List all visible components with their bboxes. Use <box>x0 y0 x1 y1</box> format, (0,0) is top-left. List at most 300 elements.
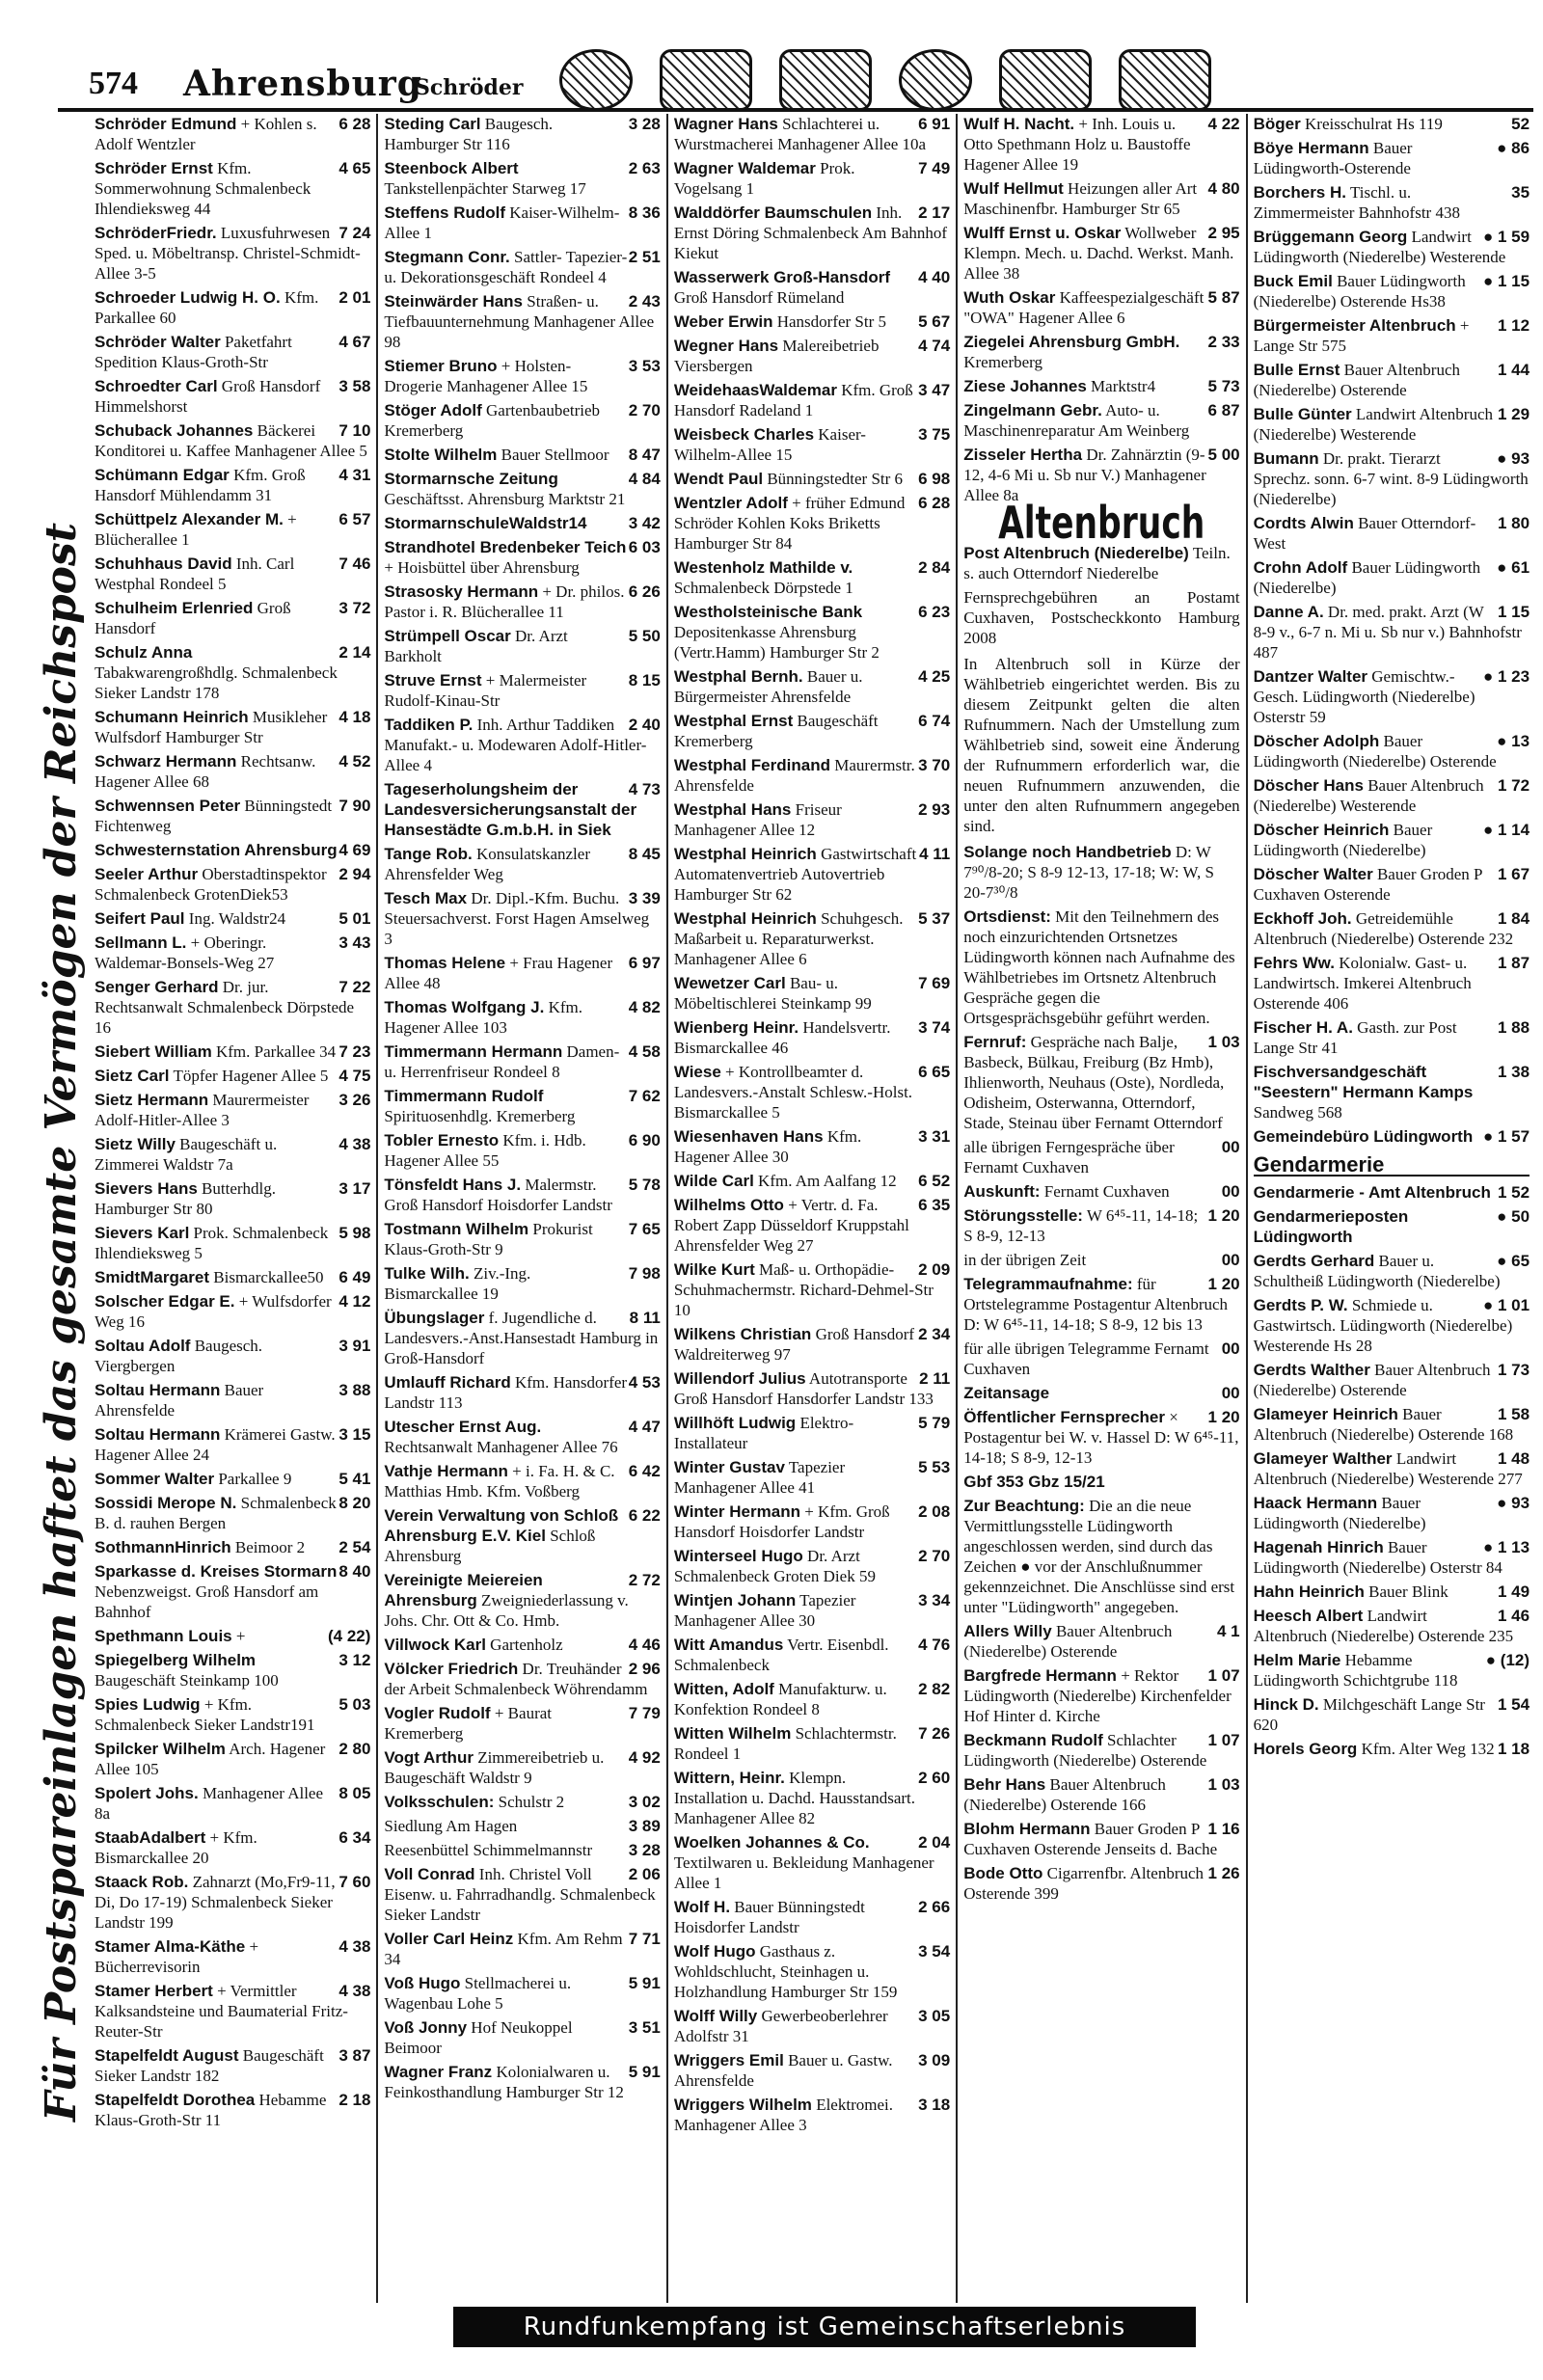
entry-details: Geschäftsst. Ahrensburg Marktstr 21 <box>384 490 626 508</box>
directory-entry <box>963 1250 1239 1270</box>
phone-number: 5 67 <box>918 312 951 331</box>
directory-entry <box>95 840 370 860</box>
entry-name: Witt Amandus <box>673 1636 784 1654</box>
entry-details: Gewerbeoberlehrer Adolfstr 31 <box>673 2007 888 2045</box>
entry-name: Wulf Hellmut <box>963 179 1064 198</box>
entry-details: W 6⁴⁵-11, 14-18; S 8-9, 12-13 <box>963 1206 1199 1245</box>
entry-details: Straßen- u. Tiefbauunternehmung Manhagener Allee 98 <box>384 292 655 351</box>
entry-name: Tobler Ernesto <box>384 1131 500 1149</box>
directory-entry <box>95 287 370 328</box>
directory-entry <box>963 400 1239 441</box>
phone-number: 3 89 <box>628 1817 661 1835</box>
entry-name: Wagner Franz <box>384 2063 493 2081</box>
entry-details: Groß Hansdorf <box>95 599 291 637</box>
entry-name: Vathje Hermann <box>384 1462 508 1480</box>
entry-name: Schröder Edmund <box>95 115 237 133</box>
directory-entry <box>674 1259 950 1320</box>
phone-number: 4 73 <box>628 780 661 798</box>
entry-details: für Ortstelegramme Postagentur Altenbruch D: W 6⁴⁵-11, 14-18; S 8-9, 12 bis 13 <box>963 1275 1229 1334</box>
directory-entry <box>95 158 370 219</box>
entry-name: Wilde Carl <box>673 1172 754 1190</box>
directory-entry <box>674 2050 950 2091</box>
phone-number: 7 71 <box>628 1930 661 1948</box>
phone-number: ● 65 <box>1497 1252 1530 1270</box>
directory-entry <box>674 114 950 154</box>
phone-number: 3 47 <box>918 381 951 399</box>
entry-name: Cordts Alwin <box>1253 514 1354 532</box>
entry-details: Malermstr. Groß Hansdorf Hoisdorfer Landstr <box>384 1176 612 1214</box>
entry-name: Villwock Karl <box>384 1636 486 1654</box>
directory-entry <box>674 602 950 663</box>
entry-name: Tönsfeldt Hans J. <box>384 1176 522 1194</box>
phone-number: 3 72 <box>338 599 371 617</box>
entry-name: Bürgermeister Altenbruch <box>1253 316 1456 335</box>
phone-number: 35 <box>1511 183 1530 202</box>
phone-number: 6 52 <box>918 1172 951 1190</box>
phone-number: 1 03 <box>1207 1033 1240 1051</box>
phone-number: 4 22 <box>1207 115 1240 133</box>
phone-number: 6 87 <box>1207 401 1240 419</box>
entry-details: Autotransporte Groß Hansdorf Hansdorfer Landstr 133 <box>673 1369 934 1408</box>
directory-entry <box>384 997 660 1038</box>
entry-name: Schwarz Hermann <box>95 752 237 771</box>
entry-name: Sossidi Merope N. <box>95 1494 237 1512</box>
phone-number: ● 1 57 <box>1482 1127 1530 1146</box>
section-heading: Altenbruch <box>998 497 1205 549</box>
entry-details: Mit den Teilnehmern des noch einzurichtenden Ortsnetzes Lüdingworth können nach Aufnahme des Wählbetriebes im Ortsnetz Altenbruch Gespräche gegen die Ortsgesprächsgebühr geführt werden. <box>963 907 1235 1027</box>
directory-entry <box>674 1679 950 1719</box>
directory-entry <box>674 1723 950 1764</box>
phone-number: 6 90 <box>628 1131 661 1149</box>
phone-number: 6 49 <box>338 1268 371 1286</box>
entry-name: Gerdts Walther <box>1253 1361 1370 1379</box>
entry-name: Völcker Friedrich <box>384 1660 519 1678</box>
entry-details: Textilwaren u. Bekleidung Manhagener Allee 1 <box>673 1853 934 1892</box>
directory-entry <box>674 1590 950 1631</box>
entry-details: Bau- u. Möbeltischlerei Steinkamp 99 <box>673 974 872 1013</box>
entry-name: Schuback Johannes <box>95 421 254 440</box>
phone-number: 1 46 <box>1497 1607 1530 1625</box>
phone-number: 2 70 <box>628 401 661 419</box>
entry-details: × Postagentur bei W. v. Hassel D: W 6⁴⁵-11, 14-18; S 8-9, 12-13 <box>963 1408 1239 1467</box>
phone-number: 3 74 <box>918 1018 951 1037</box>
directory-entry <box>95 509 370 550</box>
entry-details: + Hoisbüttel über Ahrensburg <box>384 558 580 577</box>
phone-number: 2 40 <box>628 716 661 734</box>
entry-name: Böger <box>1253 115 1301 133</box>
phone-number: 5 03 <box>338 1695 371 1714</box>
entry-details: Schulstr 2 <box>498 1793 565 1811</box>
phone-number: 2 01 <box>338 288 371 307</box>
directory-entry <box>1254 271 1529 311</box>
entry-name: Gendarmerie - Amt Altenbruch <box>1253 1183 1491 1202</box>
entry-details: Kolonialwaren u. Feinkosthandlung Hamburger Str 12 <box>384 2063 624 2101</box>
entry-details: Bünningstedt Fichtenweg <box>95 797 333 835</box>
directory-entry <box>95 1424 370 1465</box>
entry-name: Stamer Herbert <box>95 1982 213 2000</box>
entry-details: Kfm. Parkallee 34 <box>215 1042 337 1061</box>
phone-number: 4 75 <box>338 1067 371 1085</box>
directory-entry <box>95 1827 370 1868</box>
entry-details: Inh. Arthur Taddiken Manufakt.- u. Modewaren Adolf-Hitler-Allee 4 <box>384 716 647 774</box>
entry-details: Schmalenbeck Dörpstede 1 <box>673 579 853 597</box>
directory-entry <box>95 1783 370 1824</box>
phone-number: 00 <box>1221 1138 1240 1156</box>
entry-details: Maß- u. Orthopädie-Schuhmachermstr. Richard-Dehmel-Str 10 <box>673 1260 934 1319</box>
entry-details: + Lange Str 575 <box>1253 316 1470 355</box>
entry-details: Kaiser-Wilhelm-Allee 15 <box>673 425 866 464</box>
phone-number: 2 14 <box>338 643 371 662</box>
phone-number: 1 58 <box>1497 1405 1530 1423</box>
directory-entry <box>95 977 370 1038</box>
entry-name: Steding Carl <box>384 115 481 133</box>
directory-entry <box>384 1263 660 1304</box>
phone-number: 3 34 <box>918 1591 951 1609</box>
entry-name: Auskunft: <box>963 1182 1041 1201</box>
phone-number: 8 45 <box>628 845 661 863</box>
directory-entry <box>384 513 660 533</box>
entry-name: Westphal Ferdinand <box>673 756 830 774</box>
directory-entry <box>384 1219 660 1259</box>
entry-name: Ziese Johannes <box>963 377 1087 395</box>
directory-entry <box>963 1383 1239 1403</box>
phone-number: 5 91 <box>628 1974 661 1992</box>
phone-number: 3 53 <box>628 357 661 375</box>
entry-name: Stapelfeldt August <box>95 2046 239 2065</box>
phone-number: 1 20 <box>1207 1408 1240 1426</box>
directory-entry <box>674 336 950 376</box>
directory-entry <box>963 223 1239 284</box>
phone-number: 52 <box>1511 115 1530 133</box>
phone-number: 7 22 <box>338 978 371 996</box>
entry-details: Kfm. i. Hdb. Hagener Allee 55 <box>384 1131 586 1170</box>
phone-number: 4 40 <box>918 268 951 286</box>
entry-name: Westphal Bernh. <box>673 667 803 686</box>
phone-number: 5 01 <box>338 909 371 928</box>
entry-name: Post Altenbruch (Niederelbe) <box>963 544 1189 562</box>
entry-details: Spirituosenhdlg. Kremerberg <box>384 1107 576 1125</box>
directory-entry <box>674 1635 950 1675</box>
directory-entry <box>384 779 660 840</box>
entry-details: Bauer Lüdingworth (Niederelbe) Osterende Hs38 <box>1253 272 1466 311</box>
directory-entry <box>384 1792 660 1812</box>
entry-name: Umlauff Richard <box>384 1373 511 1392</box>
entry-details: Gasth. zur Post Lange Str 41 <box>1253 1018 1457 1057</box>
entry-name: Hahn Heinrich <box>1253 1582 1365 1601</box>
directory-entry <box>384 2062 660 2102</box>
directory-entry <box>674 1195 950 1256</box>
phone-number: 5 53 <box>918 1458 951 1476</box>
savings-book-icon <box>999 49 1092 111</box>
entry-name: StormarnschuleWaldstr14 <box>384 514 587 532</box>
entry-name: SmidtMargaret <box>95 1268 210 1286</box>
phone-number: 3 42 <box>628 514 661 532</box>
phone-number: 2 82 <box>918 1680 951 1698</box>
directory-entry <box>674 799 950 840</box>
directory-entry <box>95 1981 370 2042</box>
entry-name: Timmermann Hermann <box>384 1042 563 1061</box>
phone-number: 6 91 <box>918 115 951 133</box>
directory-entry <box>384 400 660 441</box>
entry-details: Ziv.-Ing. Bismarckallee 19 <box>384 1264 531 1303</box>
entry-name: Winter Gustav <box>673 1458 785 1476</box>
phone-number: 3 54 <box>918 1942 951 1961</box>
entry-name: Steffens Rudolf <box>384 203 506 222</box>
footer-banner: Rundfunkempfang ist Gemeinschaftserlebnis <box>453 2307 1196 2347</box>
directory-entry <box>384 715 660 775</box>
entry-details: + Wulfsdorfer Weg 16 <box>95 1292 332 1331</box>
entry-details: Bauer Lüdingworth (Niederelbe) <box>1253 558 1481 597</box>
entry-name: Schuhhaus David <box>95 554 232 573</box>
directory-entry <box>674 2006 950 2046</box>
entry-name: Telegrammaufnahme: <box>963 1275 1133 1293</box>
entry-name: Öffentlicher Fernsprecher <box>963 1408 1165 1426</box>
directory-entry <box>384 1308 660 1368</box>
directory-entry <box>95 554 370 594</box>
phone-number: 5 87 <box>1207 288 1240 307</box>
entry-details: + Kfm. Bismarckallee 20 <box>95 1828 257 1867</box>
directory-entry <box>95 642 370 703</box>
entry-details: Kfm. Groß Hansdorf Mühlendamm 31 <box>95 466 306 504</box>
directory-entry <box>384 670 660 711</box>
entry-details: für alle übrigen Telegramme Fernamt Cuxhaven <box>963 1339 1209 1378</box>
phone-number: 6 74 <box>918 712 951 730</box>
entry-name: Blohm Hermann <box>963 1820 1091 1838</box>
entry-name: Struve Ernst <box>384 671 482 690</box>
directory-entry <box>95 1626 370 1646</box>
entry-name: Wienberg Heinr. <box>673 1018 799 1037</box>
phone-number: 2 72 <box>628 1571 661 1589</box>
entry-name: Voß Hugo <box>384 1974 461 1992</box>
entry-details: Landwirt Altenbruch (Niederelbe) Westerende 277 <box>1253 1449 1523 1488</box>
directory-entry <box>384 445 660 465</box>
entry-details: Musikleher Wulfsdorf Hamburger Str <box>95 708 328 746</box>
entry-name: Allers Willy <box>963 1622 1052 1640</box>
phone-number: 2 80 <box>338 1740 371 1758</box>
phone-number: ● (12) <box>1485 1651 1530 1669</box>
entry-details: Bismarckallee50 <box>213 1268 324 1286</box>
entry-details: Dr. Zahnärztin (9-12, 4-6 Mi u. Sb nur V.) Manhagener Allee 8a <box>963 446 1206 504</box>
phone-number: 4 65 <box>338 159 371 177</box>
entry-details: + Malermeister Rudolf-Kinau-Str <box>384 671 587 710</box>
phone-number: 6 97 <box>628 954 661 972</box>
phone-number: 2 66 <box>918 1898 951 1916</box>
entry-name: Bode Otto <box>963 1864 1043 1882</box>
phone-number: 1 80 <box>1497 514 1530 532</box>
entry-name: Stöger Adolf <box>384 401 482 419</box>
entry-details: Hebamme Lüdingworth Schichtgrube 118 <box>1253 1651 1458 1690</box>
entry-details: Bauer Bünningstedt Hoisdorfer Landstr <box>673 1898 865 1936</box>
phone-number: 7 26 <box>918 1724 951 1743</box>
entry-name: Hagenah Hinrich <box>1253 1538 1384 1556</box>
entry-details: Groß Hansdorf Waldreiterweg 97 <box>673 1325 915 1364</box>
entry-details: + <box>235 1627 246 1645</box>
entry-name: Fernruf: <box>963 1033 1027 1051</box>
entry-name: Stamer Alma-Käthe <box>95 1937 246 1956</box>
directory-columns <box>89 114 1535 2303</box>
entry-details: Siedlung Am Hagen <box>384 1817 518 1835</box>
entry-details: Hof Neukoppel Beimoor <box>384 2018 573 2057</box>
entry-details: Paketfahrt Spedition Klaus-Groth-Str <box>95 333 292 371</box>
directory-entry <box>674 1832 950 1893</box>
directory-entry <box>674 1017 950 1058</box>
entry-name: Sparkasse d. Kreises Stormarn <box>95 1562 338 1581</box>
phone-number: 3 28 <box>628 1841 661 1859</box>
directory-entry <box>95 223 370 284</box>
phone-number: 4 92 <box>628 1748 661 1767</box>
entry-name: Wagner Hans <box>673 115 778 133</box>
entry-details: Dr. jur. Rechtsanwalt Schmalenbeck Dörpstede 16 <box>95 978 355 1037</box>
entry-name: Sievers Hans <box>95 1179 198 1198</box>
directory-entry <box>384 291 660 352</box>
phone-number: 4 82 <box>628 998 661 1016</box>
entry-details: Kolonialw. Gast- u. Landwirtsch. Imkerei Altenbruch Osterende 406 <box>1253 954 1472 1013</box>
directory-entry <box>674 1324 950 1365</box>
entry-name: Staack Rob. <box>95 1873 189 1891</box>
directory-entry <box>95 1493 370 1533</box>
entry-name: Wewetzer Carl <box>673 974 786 992</box>
entry-details: Depositenkasse Ahrensburg (Vertr.Hamm) Hamburger Str 2 <box>673 623 880 662</box>
phone-number: ● 1 13 <box>1482 1538 1530 1556</box>
entry-name: Bulle Günter <box>1253 405 1352 423</box>
directory-column-1 <box>89 114 376 2303</box>
directory-entry <box>674 469 950 489</box>
info-paragraph: Fernsprechgebühren an Postamt Cuxhaven, Postscheckkonto Hamburg 2008 <box>963 588 1240 647</box>
directory-entry <box>963 332 1239 372</box>
directory-entry <box>95 1223 370 1263</box>
phone-number: 7 23 <box>338 1042 371 1061</box>
entry-name: Winterseel Hugo <box>673 1547 803 1565</box>
entry-details: Bauer Altenbruch (Niederelbe) Osterende <box>1253 361 1461 399</box>
entry-name: Tesch Max <box>384 889 468 907</box>
phone-number: 6 42 <box>628 1462 661 1480</box>
entry-details: Dr. med. prakt. Arzt (W 8-9 v., 6-7 n. Mi u. Sb nur v.) Bahnhofstr 487 <box>1253 603 1522 662</box>
entry-details: + Blücherallee 1 <box>95 510 297 549</box>
directory-entry <box>963 1665 1239 1726</box>
entry-details: Vertr. Eisenbdl. Schmalenbeck <box>673 1636 889 1674</box>
directory-entry <box>95 751 370 792</box>
phone-number: 1 67 <box>1497 865 1530 883</box>
entry-name: Vogler Rudolf <box>384 1704 491 1722</box>
logo-icon <box>559 49 633 111</box>
entry-details: Ing. Waldstr24 <box>188 909 286 928</box>
directory-entry <box>1254 864 1529 905</box>
directory-entry <box>384 581 660 622</box>
directory-entry <box>963 1181 1239 1202</box>
entry-name: Tostmann Wilhelm <box>384 1220 529 1238</box>
entry-name: Steenbock Albert <box>384 159 519 177</box>
directory-entry <box>95 1178 370 1219</box>
wallet-icon <box>779 49 872 111</box>
directory-entry <box>963 1496 1239 1617</box>
directory-entry <box>674 1768 950 1828</box>
entry-details: + früher Edmund Schröder Kohlen Koks Briketts Hamburger Str 84 <box>673 494 906 553</box>
phone-number: 4 1 <box>1216 1622 1240 1640</box>
entry-name: Gemeindebüro Lüdingworth <box>1253 1127 1474 1146</box>
entry-details: Kfm. Parkallee 60 <box>95 288 319 327</box>
phone-number: ● 1 23 <box>1482 667 1530 686</box>
directory-entry <box>963 114 1239 175</box>
phone-number: 2 63 <box>628 159 661 177</box>
entry-details: Kreisschulrat Hs 119 <box>1305 115 1443 133</box>
entry-details: Baugesch. Hamburger Str 116 <box>384 115 554 153</box>
phone-number: 3 58 <box>338 377 371 395</box>
directory-entry <box>1254 775 1529 816</box>
entry-name: Soltau Hermann <box>95 1381 221 1399</box>
directory-entry <box>674 1413 950 1453</box>
entry-name: Schwesternstation Ahrensburg <box>95 841 338 859</box>
phone-number: 2 06 <box>628 1865 661 1883</box>
phone-number: 4 76 <box>918 1636 951 1654</box>
directory-entry <box>674 844 950 905</box>
entry-name: Seifert Paul <box>95 909 185 928</box>
directory-entry <box>384 158 660 199</box>
entry-details: Kfm. Am Aalfang 12 <box>758 1172 897 1190</box>
phone-number: 3 51 <box>628 2018 661 2037</box>
entry-details: Bauer Altenbruch (Niederelbe) Westerende <box>1253 776 1484 815</box>
phone-number: 7 79 <box>628 1704 661 1722</box>
entry-details: Oberstadtinspektor Schmalenbeck GrotenDiek53 <box>95 865 327 904</box>
phone-number: 3 12 <box>338 1651 371 1669</box>
entry-details: Getreidemühle Altenbruch (Niederelbe) Osterende 232 <box>1253 909 1514 948</box>
entry-name: Zisseler Hertha <box>963 446 1083 464</box>
phone-number: 3 15 <box>338 1425 371 1444</box>
directory-entry <box>95 1537 370 1557</box>
entry-name: Tulke Wilh. <box>384 1264 470 1283</box>
entry-details: Bäckerei Konditorei u. Kaffee Manhagener Allee 5 <box>95 421 367 460</box>
phone-number: 00 <box>1221 1251 1240 1269</box>
entry-details: Bauer Lüdingworth (Niederelbe) <box>1253 821 1433 859</box>
directory-entry <box>963 1730 1239 1771</box>
directory-entry <box>1254 1360 1529 1400</box>
directory-entry <box>674 666 950 707</box>
entry-name: Wintjen Johann <box>673 1591 797 1609</box>
phone-number: 4 52 <box>338 752 371 771</box>
directory-entry <box>963 1863 1239 1904</box>
entry-details: Rechtsanwalt Manhagener Allee 76 <box>384 1438 618 1456</box>
entry-name: Fischversandgeschäft "Seestern" Hermann Kamps <box>1253 1063 1474 1101</box>
coin-icon <box>899 49 972 111</box>
entry-details: Reesenbüttel Schimmelmannstr <box>384 1841 593 1859</box>
entry-name: Zingelmann Gebr. <box>963 401 1102 419</box>
directory-entry <box>674 424 950 465</box>
entry-details: in der übrigen Zeit <box>963 1251 1087 1269</box>
phone-number: 6 98 <box>918 470 951 488</box>
entry-name: Solange noch Handbetrieb <box>963 843 1172 861</box>
entry-name: Westholsteinische Bank <box>673 603 863 621</box>
entry-details: + Kfm. Groß Hansdorf Hoisdorfer Landstr <box>673 1502 890 1541</box>
phone-number: 1 88 <box>1497 1018 1530 1037</box>
phone-number: 1 87 <box>1497 954 1530 972</box>
directory-entry <box>674 908 950 969</box>
phone-number: 2 09 <box>918 1260 951 1279</box>
directory-entry <box>1254 1295 1529 1356</box>
directory-entry <box>1254 1206 1529 1247</box>
entry-details: Baugesch. Viergbergen <box>95 1337 263 1375</box>
directory-entry <box>963 543 1239 583</box>
entry-name: Störungsstelle: <box>963 1206 1083 1225</box>
directory-entry <box>1254 1582 1529 1602</box>
phone-number: 1 72 <box>1497 776 1530 795</box>
directory-entry <box>674 380 950 420</box>
directory-entry <box>384 1570 660 1631</box>
directory-entry <box>963 1339 1239 1379</box>
phone-number: 3 09 <box>918 2051 951 2069</box>
entry-name: SchröderFriedr. <box>95 224 217 242</box>
entry-details: Tabakwarengroßhdlg. Schmalenbeck Sieker Landstr 178 <box>95 663 338 702</box>
directory-entry <box>384 626 660 666</box>
directory-entry <box>384 888 660 949</box>
